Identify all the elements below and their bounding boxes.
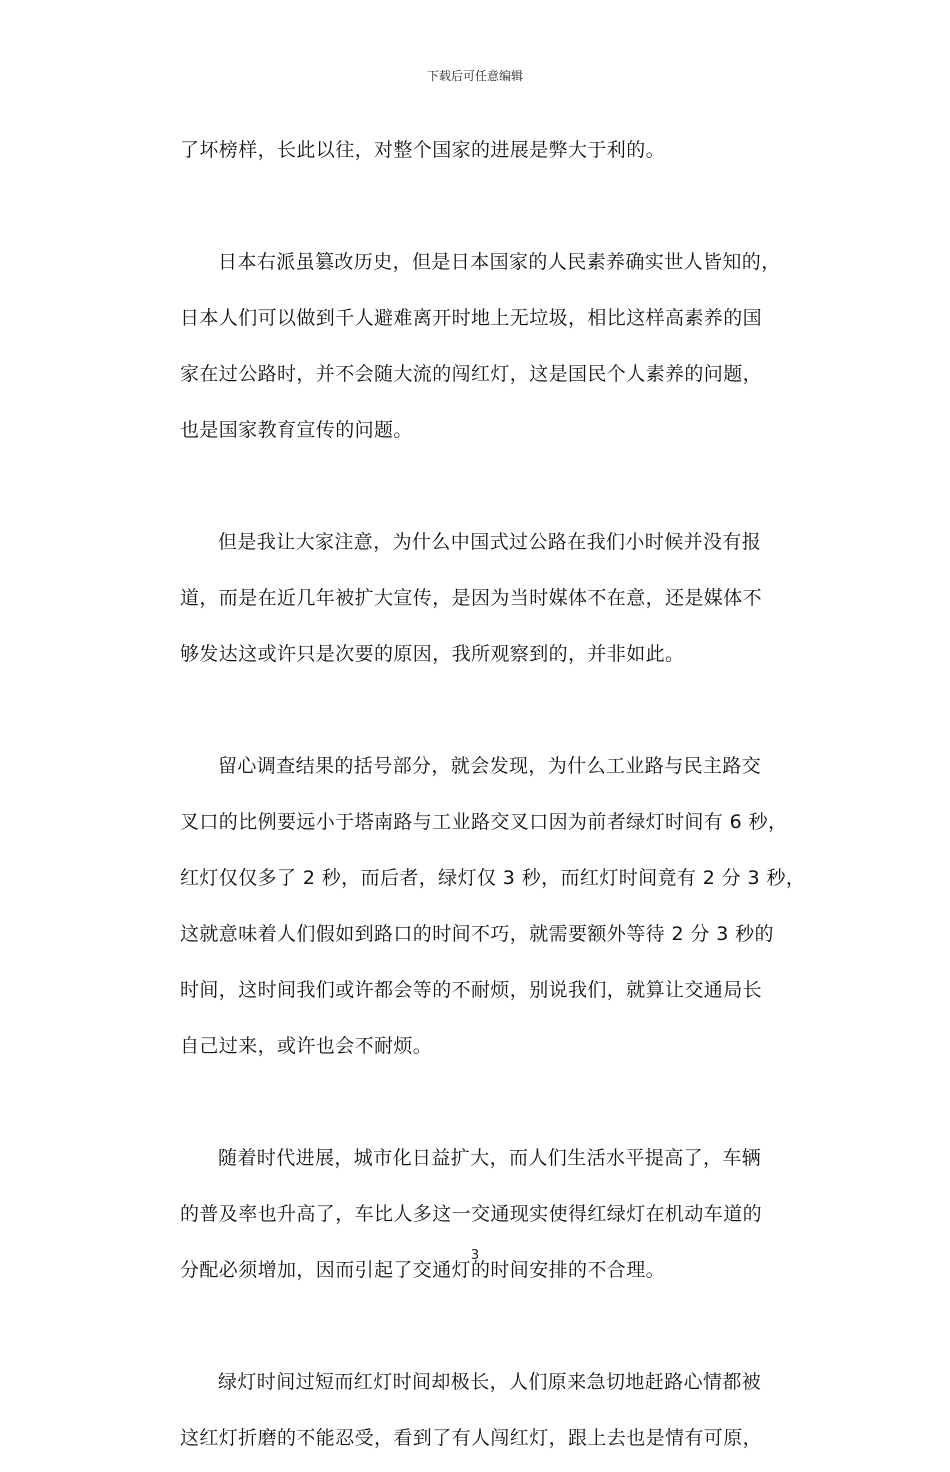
paragraph — [180, 128, 770, 184]
text-line: 红灯仅仅多了 2 秒，而后者，绿灯仅 3 秒，而红灯时间竟有 2 分 3 秒， — [180, 867, 806, 889]
page-header-note: 下载后可任意编辑 — [426, 69, 523, 83]
page-number: 3 — [470, 1248, 480, 1263]
text-line: 道，而是在近几年被扩大宣传，是因为当时媒体不在意，还是媒体不 — [180, 587, 763, 609]
document-body — [180, 128, 806, 1472]
paragraph-gap — [180, 1304, 770, 1360]
text-line: 绿灯时间过短而红灯时间却极长，人们原来急切地赶路心情都被 — [218, 1371, 762, 1393]
paragraph — [180, 520, 770, 688]
text-line: 的普及率也升高了，车比人多这一交通现实使得红绿灯在机动车道的 — [180, 1203, 763, 1225]
text-line: 也是国家教育宣传的问题。 — [180, 419, 413, 441]
paragraph-gap — [180, 688, 770, 744]
text-line: 这就意味着人们假如到路口的时间不巧，就需要额外等待 2 分 3 秒的 — [180, 923, 774, 945]
text-line: 了坏榜样，长此以往，对整个国家的进展是弊大于利的。 — [180, 139, 666, 161]
text-line: 这红灯折磨的不能忍受，看到了有人闯红灯，跟上去也是情有可原， — [180, 1427, 763, 1449]
text-line: 日本右派虽篡改历史，但是日本国家的人民素养确实世人皆知的， — [218, 251, 781, 273]
paragraph — [180, 1136, 770, 1304]
paragraph — [180, 1360, 770, 1472]
paragraph — [180, 744, 806, 1080]
text-line: 叉口的比例要远小于塔南路与工业路交叉口因为前者绿灯时间有 6 秒， — [180, 811, 788, 833]
paragraph-gap — [180, 1080, 770, 1136]
text-line: 日本人们可以做到千人避难离开时地上无垃圾，相比这样高素养的国 — [180, 307, 763, 329]
text-line: 但是我让大家注意，为什么中国式过公路在我们小时候并没有报 — [218, 531, 762, 553]
text-line: 留心调查结果的括号部分，就会发现，为什么工业路与民主路交 — [218, 755, 762, 777]
text-line: 家在过公路时，并不会随大流的闯红灯，这是国民个人素养的问题， — [180, 363, 763, 385]
text-line: 够发达这或许只是次要的原因，我所观察到的，并非如此。 — [180, 643, 685, 665]
text-line: 自己过来，或许也会不耐烦。 — [180, 1035, 433, 1057]
text-line: 时间，这时间我们或许都会等的不耐烦，别说我们，就算让交通局长 — [180, 979, 763, 1001]
paragraph — [180, 240, 781, 464]
text-line: 随着时代进展，城市化日益扩大，而人们生活水平提高了，车辆 — [218, 1147, 762, 1169]
paragraph-gap — [180, 464, 770, 520]
paragraph-gap — [180, 184, 770, 240]
text-line: 分配必须增加，因而引起了交通灯的时间安排的不合理。 — [180, 1259, 666, 1281]
